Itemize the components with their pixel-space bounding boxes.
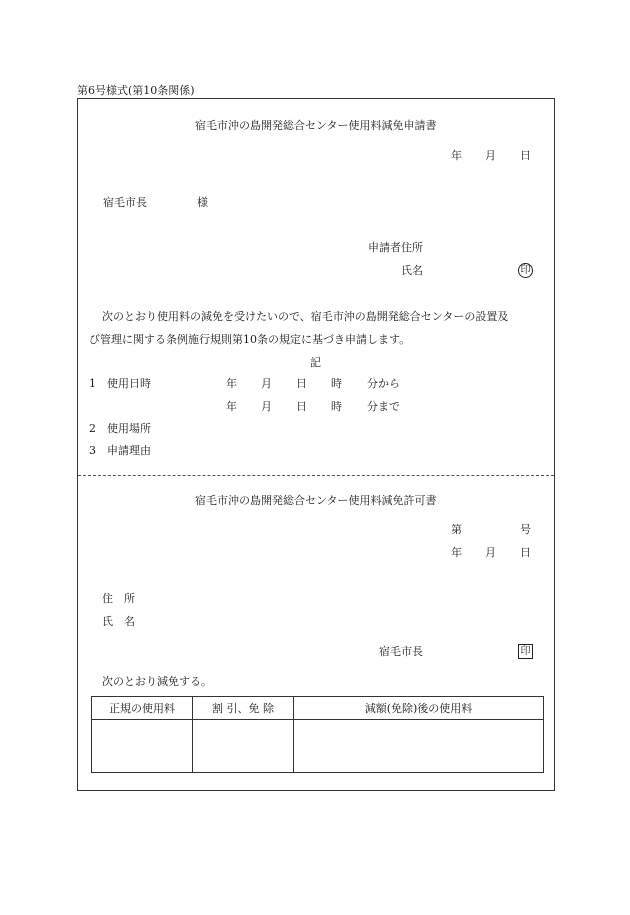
discount-header: 割 引、免 除: [193, 697, 294, 720]
until-minute: 分まで: [367, 400, 400, 413]
reduced-fee-cell[interactable]: [294, 720, 544, 773]
applicant-seal: 印: [518, 263, 533, 278]
application-body-line-2: び管理に関する条例施行規則第10条の規定に基づき申請します。: [89, 333, 411, 346]
from-year: 年: [226, 377, 237, 390]
applicant-address-label: 申請者住所: [368, 241, 423, 254]
permit-address-label: 住 所: [102, 592, 135, 605]
discount-cell[interactable]: [193, 720, 294, 773]
from-month: 月: [261, 377, 272, 390]
item-2-number: 2: [89, 422, 96, 435]
reduced-fee-header: 減額(免除)後の使用料: [294, 697, 544, 720]
from-minute: 分から: [367, 377, 400, 390]
regular-fee-cell[interactable]: [92, 720, 193, 773]
fee-table: [91, 696, 544, 773]
permit-issuer: 宿毛市長: [379, 645, 423, 658]
until-hour: 時: [331, 400, 342, 413]
item-3-number: 3: [89, 444, 96, 457]
application-title: 宿毛市沖の島開発総合センター使用料減免申請書: [195, 119, 437, 132]
permit-seal: 印: [518, 644, 533, 659]
permit-date-year: 年: [451, 546, 462, 559]
fee-table-header-row: [92, 697, 544, 720]
item-2-label: 使用場所: [107, 422, 151, 435]
until-day: 日: [296, 400, 307, 413]
permit-statement: 次のとおり減免する。: [102, 675, 212, 688]
fee-table-row: [92, 720, 544, 773]
item-1-label: 使用日時: [107, 377, 151, 390]
addressee-honorific: 様: [197, 196, 208, 209]
permit-name-label: 氏 名: [102, 615, 135, 628]
section-divider: [78, 475, 554, 476]
permit-date-day: 日: [520, 546, 531, 559]
from-hour: 時: [331, 377, 342, 390]
from-day: 日: [296, 377, 307, 390]
note-heading: 記: [310, 356, 321, 369]
addressee: 宿毛市長: [103, 196, 147, 209]
application-date-month: 月: [485, 149, 496, 162]
until-year: 年: [226, 400, 237, 413]
permit-date-month: 月: [485, 546, 496, 559]
item-3-label: 申請理由: [107, 444, 151, 457]
application-date-day: 日: [520, 149, 531, 162]
permit-number-prefix: 第: [451, 523, 462, 536]
application-date-year: 年: [451, 149, 462, 162]
applicant-name-label: 氏名: [401, 264, 423, 277]
applicant-seal-icon: [518, 263, 533, 278]
permit-seal-icon: [518, 644, 533, 659]
item-1-number: 1: [89, 377, 96, 390]
form-number: 第6号様式(第10条関係): [77, 84, 195, 97]
application-body-line-1: 次のとおり使用料の減免を受けたいので、宿毛市沖の島開発総合センターの設置及: [102, 310, 509, 323]
permit-number-suffix: 号: [520, 523, 531, 536]
permit-title: 宿毛市沖の島開発総合センター使用料減免許可書: [195, 494, 437, 507]
regular-fee-header: 正規の使用料: [92, 697, 193, 720]
until-month: 月: [261, 400, 272, 413]
